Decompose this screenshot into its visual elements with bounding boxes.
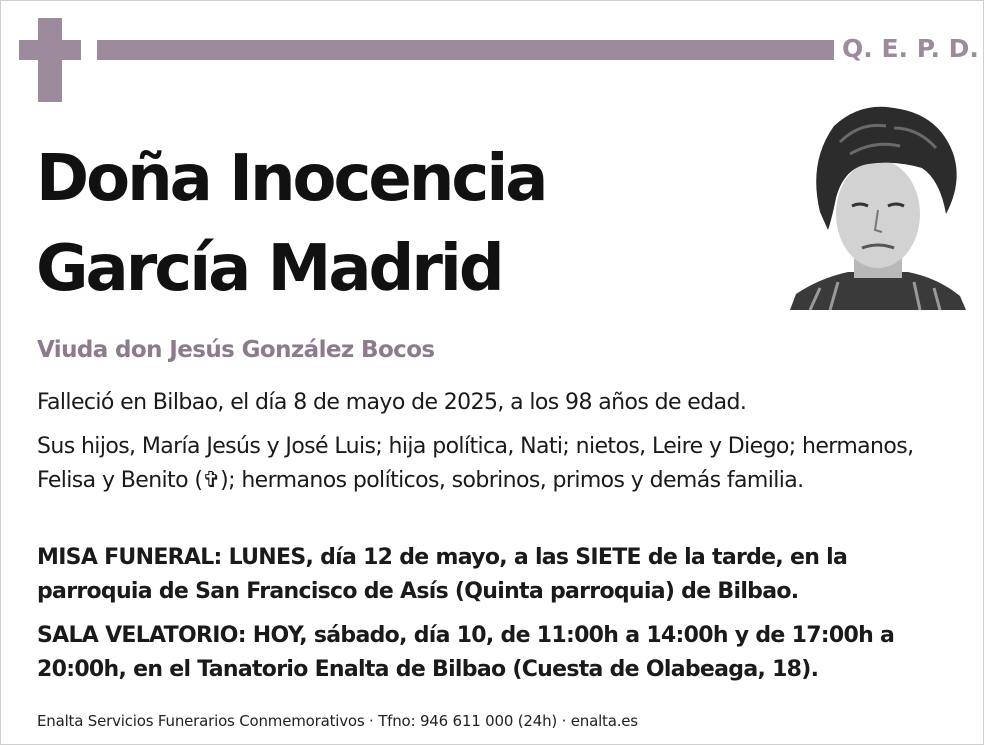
cross-icon-vertical: [38, 18, 62, 102]
wake-room: SALA VELATORIO: HOY, sábado, día 10, de 11:00h a 14:00h y de 17:00h a 20:00h, en el Tanatorio Enalta de Bilbao (Cuesta de Olabeaga, 18).: [37, 623, 895, 682]
family-members: Sus hijos, María Jesús y José Luis; hija política, Nati; nietos, Leire y Diego; hermanos, Felisa y Benito (✞); hermanos políticos, sobrinos, primos y demás familia.: [37, 434, 914, 493]
widow-of: Viuda don Jesús González Bocos: [37, 337, 435, 363]
portrait-photo: [790, 102, 966, 310]
deceased-name: [36, 134, 545, 314]
deceased-name-line1: Doña Inocencia: [36, 142, 546, 216]
deceased-name-line2: García Madrid: [36, 232, 502, 306]
death-announcement: Falleció en Bilbao, el día 8 de mayo de 2025, a los 98 años de edad.: [37, 390, 747, 415]
funeral-mass: MISA FUNERAL: LUNES, día 12 de mayo, a las SIETE de la tarde, en la parroquia de San Francisco de Asís (Quinta parroquia) de Bilbao.: [37, 545, 848, 604]
cross-icon-horizontal: [19, 40, 81, 60]
qepd-label: Q. E. P. D.: [842, 34, 979, 63]
header-rule: [97, 40, 834, 60]
funeral-home-footer: Enalta Servicios Funerarios Conmemorativos · Tfno: 946 611 000 (24h) · enalta.es: [37, 712, 638, 730]
